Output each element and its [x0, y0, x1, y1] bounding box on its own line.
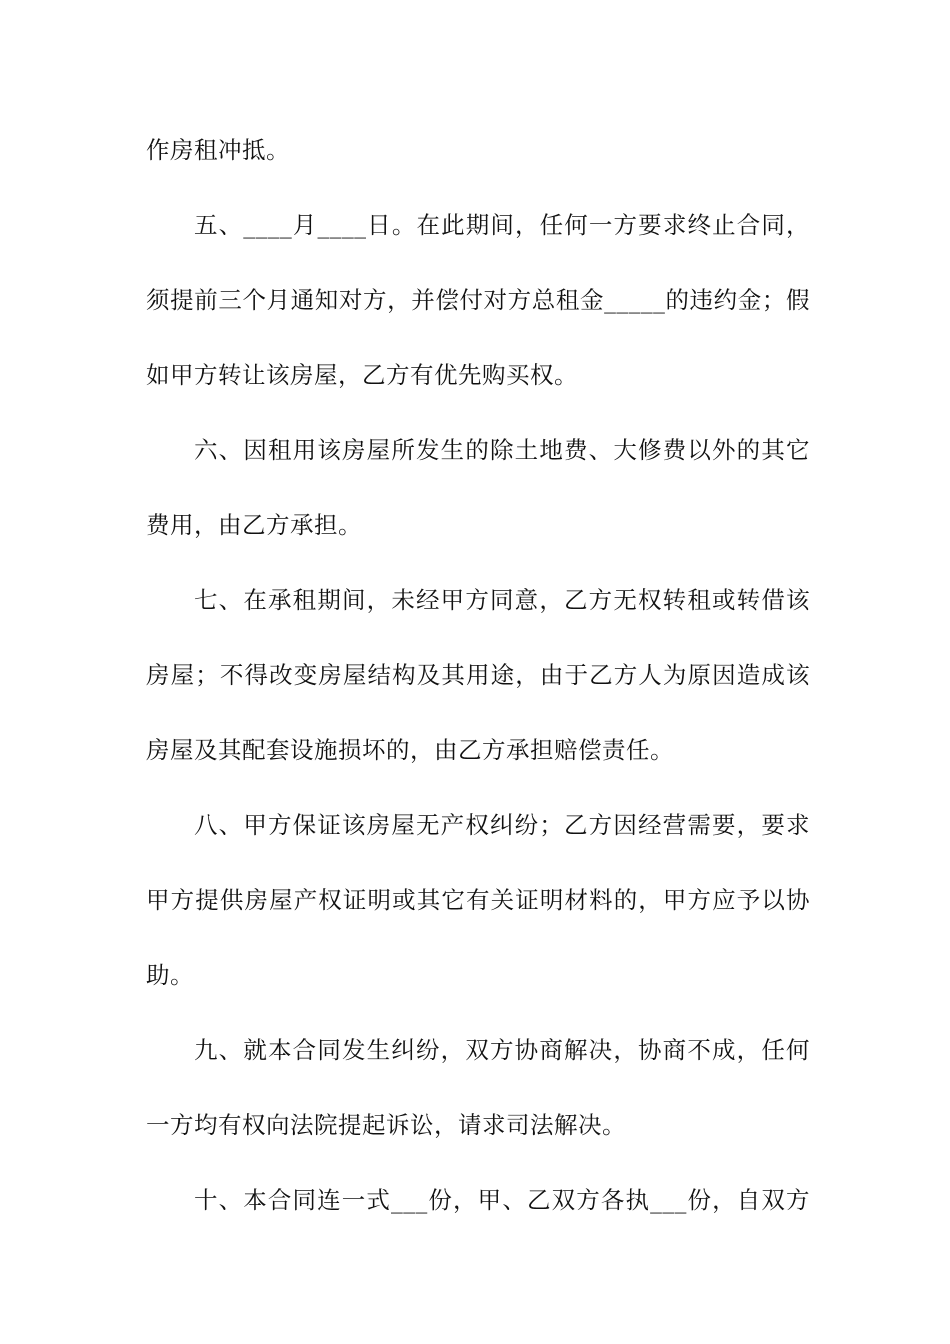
- paragraph-line: 五、____月____日。在此期间，任何一方要求终止合同，: [194, 211, 810, 239]
- paragraph-line: 房屋及其配套设施损坏的，由乙方承担赔偿责任。: [146, 736, 674, 764]
- paragraph-line: 助。: [146, 961, 194, 989]
- paragraph-line: 须提前三个月通知对方，并偿付对方总租金_____的违约金；假: [146, 286, 810, 314]
- paragraph-line: 一方均有权向法院提起诉讼，请求司法解决。: [146, 1111, 626, 1139]
- paragraph-line: 十、本合同连一式___份，甲、乙双方各执___份，自双方: [194, 1186, 810, 1214]
- paragraph-line: 甲方提供房屋产权证明或其它有关证明材料的，甲方应予以协: [146, 886, 810, 914]
- paragraph-line: 九、就本合同发生纠纷，双方协商解决，协商不成，任何: [194, 1036, 810, 1064]
- paragraph-line: 八、甲方保证该房屋无产权纠纷；乙方因经营需要，要求: [194, 811, 810, 839]
- paragraph-line: 作房租冲抵。: [146, 136, 290, 164]
- paragraph-line: 费用，由乙方承担。: [146, 511, 362, 539]
- paragraph-line: 七、在承租期间，未经甲方同意，乙方无权转租或转借该: [194, 586, 810, 614]
- paragraph-line: 六、因租用该房屋所发生的除土地费、大修费以外的其它: [194, 436, 810, 464]
- paragraph-line: 如甲方转让该房屋，乙方有优先购买权。: [146, 361, 578, 389]
- paragraph-line: 房屋；不得改变房屋结构及其用途，由于乙方人为原因造成该: [146, 661, 810, 689]
